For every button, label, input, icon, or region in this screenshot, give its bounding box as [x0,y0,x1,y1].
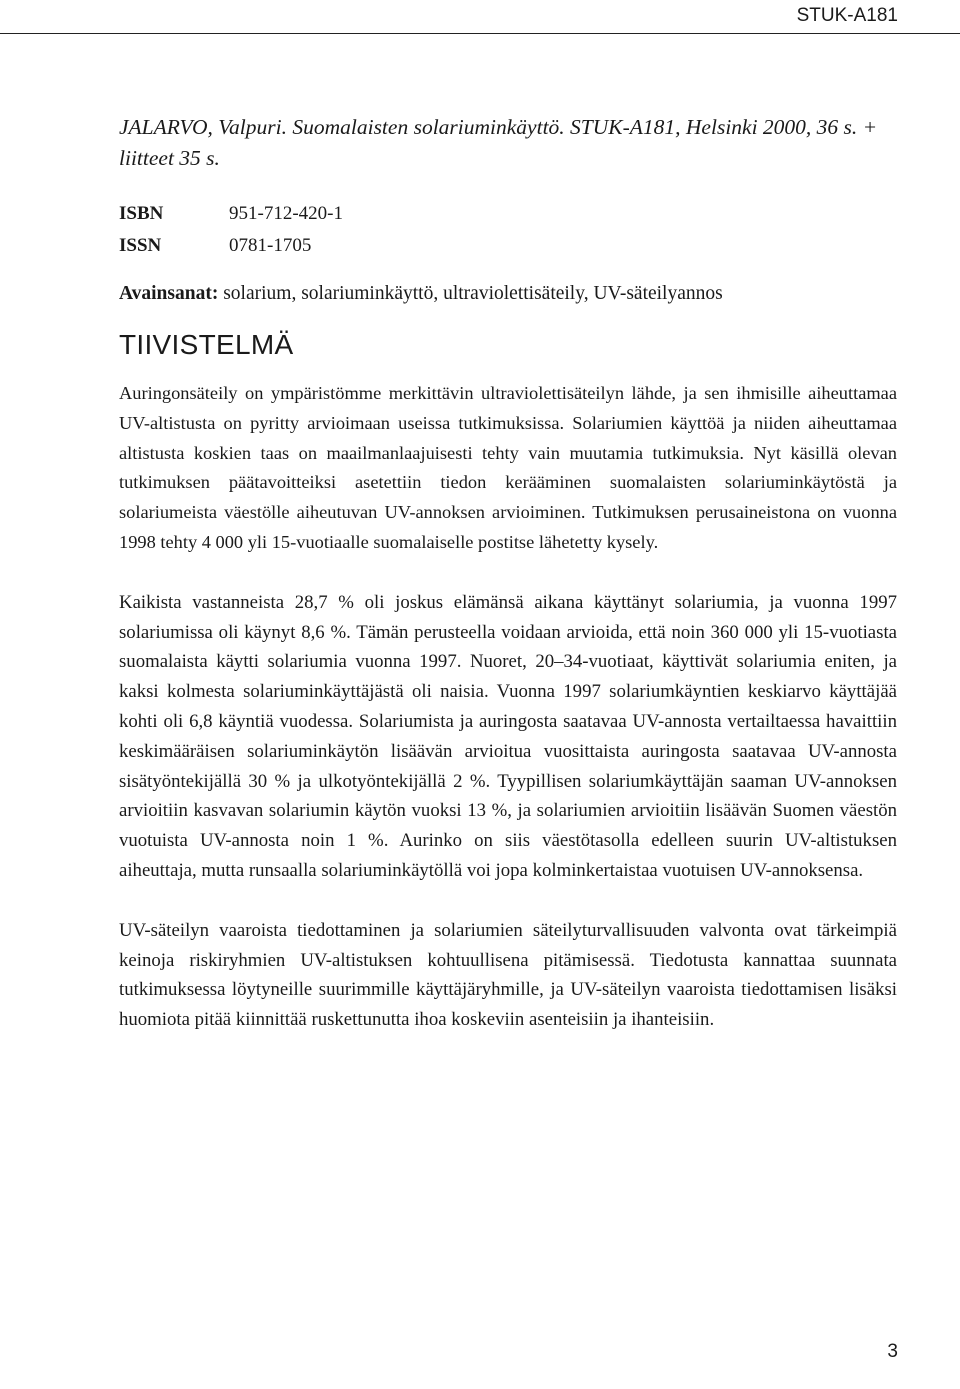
page-number: 3 [887,1341,898,1362]
keywords [119,280,897,308]
keywords-text: solarium, solariuminkäyttö, ultraviolettisäteily, UV-säteilyannos [223,283,723,304]
isbn-row [119,198,897,230]
page-content [119,112,897,1035]
keywords-label: Avainsanat: [119,283,219,304]
abstract-title: TIIVISTELMÄ [119,329,294,360]
report-code: STUK-A181 [796,5,898,26]
abstract-paragraph: Kaikista vastanneista 28,7 % oli joskus elämänsä aikana käyttänyt solariumia, ja vuonna 1997 solariumissa oli käynyt 8,6 %. Tämän perusteella voidaan arvioida, että noin 360 000 yli 15-vuotiasta suomalaista käytti solariumia vuonna 1997. Nuoret, 20–34-vuotiaat, käyttivät solariumia eniten, ja kaksi kolmesta solariuminkäyttäjästä oli naisia. Vuonna 1997 solariumkäyntien keskiarvo käyttäjää kohti oli 6,8 käyntiä vuodessa. Solariumista ja auringosta saatavaa UV-annosta vertailtaessa havaittiin keskimääräisen solariuminkäytön lisäävän arvioitua vuosittaista auringosta saatavaa UV-annosta sisätyöntekijällä 30 % ja ulkotyöntekijällä 2 %. Tyypillisen solariumkäyttäjän saaman UV-annoksen arvioitiin kasvavan solariumin käytön vuoksi 13 %, ja solariumien arvioitiin lisäävän Suomen väestön vuotuista UV-annosta noin 1 %. Aurinko on siis väestötasolla edelleen suurin UV-altistuksen aiheuttaja, mutta runsaalla solariuminkäytöllä voi jopa kolminkertaistaa vuotuisen UV-annoksensa. [119,591,897,881]
bibliographic-citation: JALARVO, Valpuri. Suomalaisten solariuminkäyttö. STUK-A181, Helsinki 2000, 36 s. + liitteet 35 s. [119,115,878,170]
abstract-paragraph: Auringonsäteily on ympäristömme merkittävin ultraviolettisäteilyn lähde, ja sen ihmisille aiheuttamaa UV-altistusta on pyritty arvioimaan useissa tutkimuksissa. Solariumien käyttöä ja niiden aiheuttamaa altistusta koskien taas on maailmanlaajuisesti tehty vain muutamia tutkimuksia. Nyt käsillä olevan tutkimuksen päätavoitteiksi asetettiin tiedon kerääminen suomalaisten solariuminkäytöstä ja solariumeista väestölle aiheutuvan UV-annoksen arvioiminen. Tutkimuksen perusaineistona on vuonna 1998 tehty 4 000 yli 15-vuotiaalle suomalaiselle postitse lähetetty kysely. [119,383,897,552]
issn-row [119,230,897,262]
isbn-value: 951-712-420-1 [229,203,343,224]
identifier-list [119,198,897,262]
isbn-label: ISBN [119,203,164,224]
header-rule [0,33,960,34]
issn-value: 0781-1705 [229,235,312,256]
abstract-paragraph: UV-säteilyn vaaroista tiedottaminen ja solariumien säteilyturvallisuuden valvonta ovat tärkeimpiä keinoja riskiryhmien UV-altistuksen kohtuullisena pitämisessä. Tiedotusta kannattaa suunnata tutkimuksessa löytyneille suurimmille käyttäjäryhmille, ja UV-säteilyn vaaroista tiedottamisen lisäksi huomiota pitää kiinnittää ruskettunutta ihoa koskeviin asenteisiin ja ihanteisiin. [119,919,897,1031]
issn-label: ISSN [119,235,162,256]
